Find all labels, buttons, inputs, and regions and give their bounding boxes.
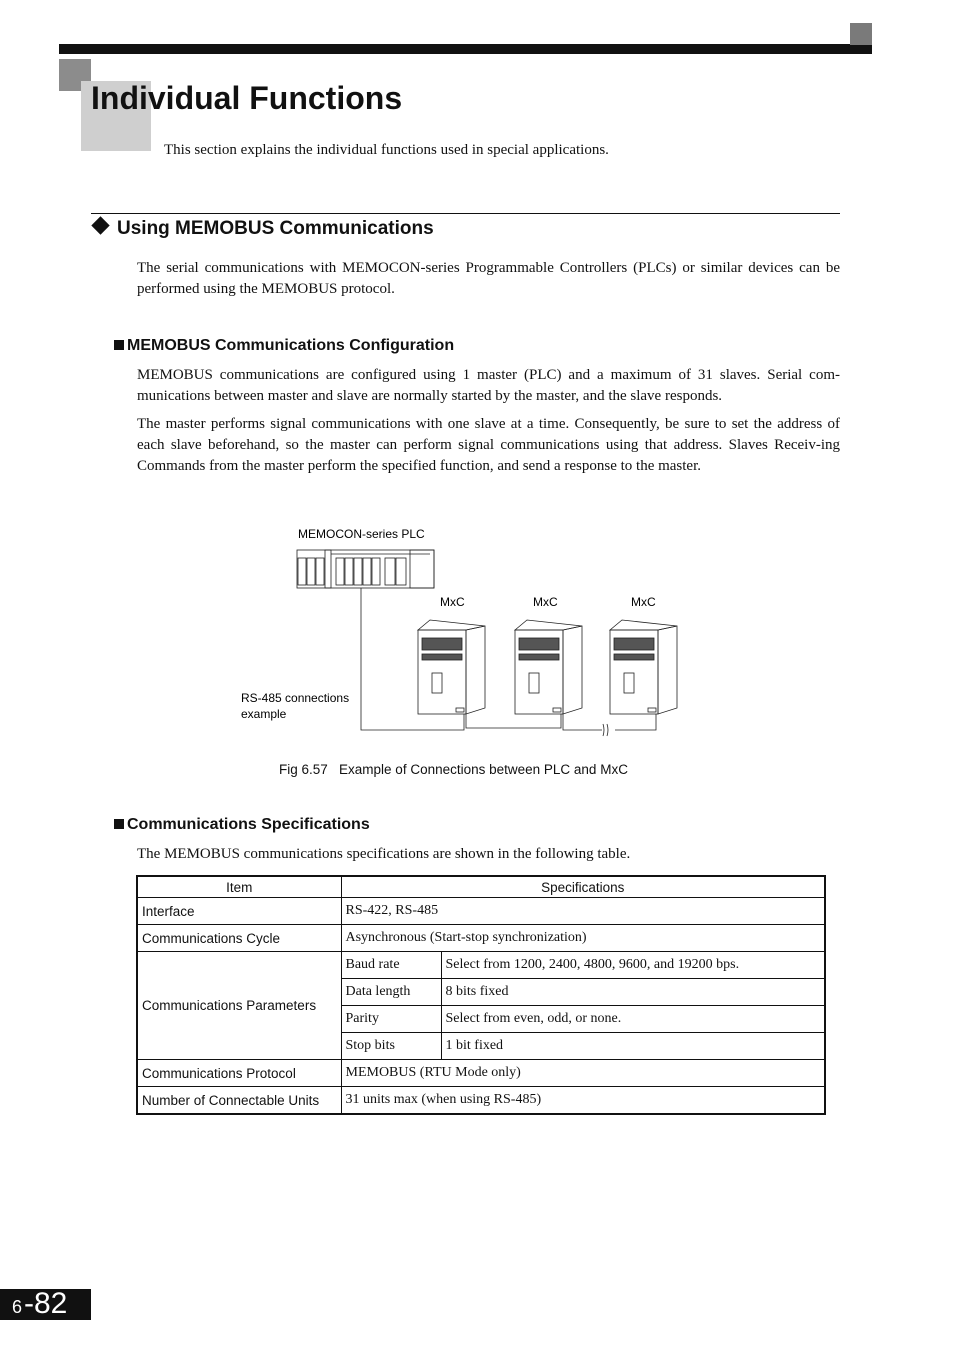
- table-row: [137, 1060, 825, 1087]
- param-value: Select from 1200, 2400, 4800, 9600, and 19200 bps.: [441, 952, 825, 979]
- row-item: Interface: [137, 898, 341, 925]
- table-row: [137, 898, 825, 925]
- table-row: [137, 1087, 825, 1115]
- row-value: MEMOBUS (RTU Mode only): [341, 1060, 825, 1087]
- drive-label-1: MxC: [440, 595, 465, 609]
- param-name: Parity: [341, 1006, 441, 1033]
- row-value: 31 units max (when using RS-485): [341, 1087, 825, 1115]
- spec-heading: [114, 816, 370, 834]
- param-name: Baud rate: [341, 952, 441, 979]
- page-title: Individual Functions: [91, 80, 403, 116]
- section-rule: [91, 213, 840, 214]
- header-tab-marker: [850, 23, 872, 45]
- connection-label-line2: example: [241, 707, 287, 721]
- page-number-box: [0, 1289, 91, 1320]
- square-bullet-icon: [114, 340, 124, 350]
- intro-text: This section explains the individual functions used in special applications.: [164, 142, 609, 158]
- chapter-number: 6: [12, 1297, 23, 1317]
- header-item: Item: [137, 876, 341, 898]
- param-value: 8 bits fixed: [441, 979, 825, 1006]
- drive-unit-1: [418, 620, 485, 714]
- table-row: [137, 952, 825, 979]
- header-rule: [59, 44, 872, 54]
- row-item: Communications Protocol: [137, 1060, 341, 1087]
- row-value: RS-422, RS-485: [341, 898, 825, 925]
- row-item: Communications Parameters: [137, 952, 341, 1060]
- row-item: Communications Cycle: [137, 925, 341, 952]
- row-value: Asynchronous (Start-stop synchronization): [341, 925, 825, 952]
- plc-unit: [297, 550, 434, 588]
- spec-table: [136, 875, 826, 1115]
- drive-unit-2: [515, 620, 582, 714]
- param-name: Stop bits: [341, 1033, 441, 1060]
- table-row: [137, 925, 825, 952]
- config-paragraph-1: MEMOBUS communications are configured using 1 master (PLC) and a maximum of 31 slaves. Serial com-munications between master and slave are normally started by the master, and the slave responds.: [137, 367, 840, 404]
- drive-unit-3: [610, 620, 677, 714]
- param-value: 1 bit fixed: [441, 1033, 825, 1060]
- config-heading-text: MEMOBUS Communications Configuration: [127, 337, 455, 354]
- section-heading: [91, 218, 434, 240]
- drive-label-3: MxC: [631, 595, 656, 609]
- config-paragraph-2: The master performs signal communications with one slave at a time. Consequently, be sure to set the address of each slave beforehand, so the master can perform signal communications using that address. Slaves Receiv-ing Commands from the master perform the specified function, and send a response to the master.: [137, 416, 840, 474]
- page-number: -82: [24, 1287, 68, 1320]
- row-item: Number of Connectable Units: [137, 1087, 341, 1115]
- section-paragraph: The serial communications with MEMOCON-series Programmable Controllers (PLCs) or similar devices can be performed using the MEMOBUS protocol.: [137, 260, 840, 297]
- diamond-bullet-icon: [91, 216, 109, 234]
- header-spec: Specifications: [341, 876, 825, 898]
- drive-label-2: MxC: [533, 595, 558, 609]
- connection-label-line1: RS-485 connections: [241, 691, 350, 705]
- figure-caption: Fig 6.57 Example of Connections between PLC and MxC: [279, 762, 628, 777]
- spec-paragraph: The MEMOBUS communications specifications are shown in the following table.: [137, 846, 631, 862]
- param-value: Select from even, odd, or none.: [441, 1006, 825, 1033]
- param-name: Data length: [341, 979, 441, 1006]
- connection-diagram: [230, 518, 730, 748]
- spec-heading-text: Communications Specifications: [127, 816, 370, 833]
- square-bullet-icon: [114, 819, 124, 829]
- plc-label: MEMOCON-series PLC: [298, 527, 425, 541]
- table-header-row: [137, 876, 825, 898]
- section-heading-text: Using MEMOBUS Communications: [117, 218, 434, 239]
- config-heading: [114, 337, 454, 355]
